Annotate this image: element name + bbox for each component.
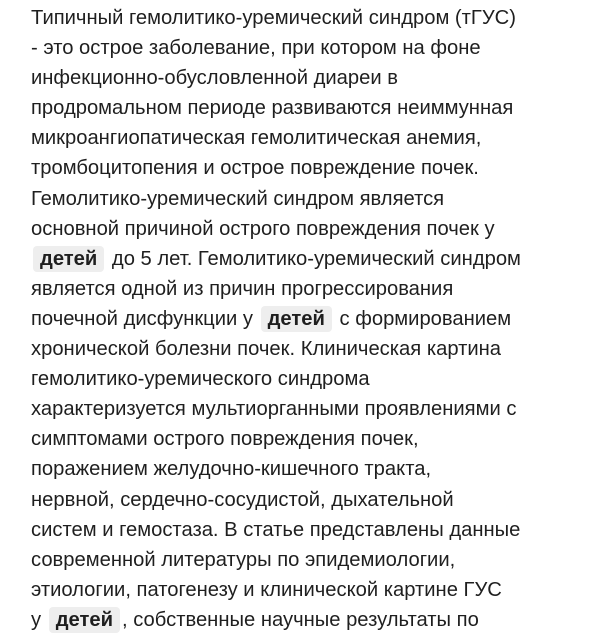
highlighted-term[interactable]: детей — [49, 607, 120, 633]
text-line — [31, 153, 596, 183]
line-text: является одной из причин прогрессирования — [31, 277, 454, 300]
text-line — [31, 304, 596, 334]
line-text: микроангиопатическая гемолитическая анемия, — [31, 127, 482, 150]
text-line — [31, 485, 596, 515]
text-line — [31, 123, 596, 153]
highlighted-term[interactable]: детей — [33, 246, 104, 272]
line-text: инфекционно-обусловленной диареи в — [31, 67, 398, 90]
text-line — [31, 454, 596, 484]
text-line — [31, 63, 596, 93]
line-text: - это острое заболевание, при котором на фоне — [31, 37, 481, 60]
text-line — [31, 605, 596, 635]
text-line — [31, 424, 596, 454]
line-text: систем и гемостаза. В статье представлены данные — [31, 518, 521, 541]
text-line — [31, 184, 596, 214]
line-text: у — [31, 608, 42, 631]
line-text: гемолитико-уремического синдрома — [31, 368, 370, 391]
line-text: основной причиной острого повреждения почек у — [31, 217, 495, 240]
text-line — [31, 214, 596, 244]
text-line — [31, 545, 596, 575]
text-line — [31, 274, 596, 304]
text-line — [31, 575, 596, 605]
text-line — [31, 33, 596, 63]
text-line — [31, 244, 596, 274]
text-line — [31, 394, 596, 424]
line-text: этиологии, патогенезу и клинической картине ГУС — [31, 578, 502, 601]
line-text: нервной, сердечно-сосудистой, дыхательной — [31, 488, 454, 511]
text-line — [31, 334, 596, 364]
line-text: продромальном периоде развиваются неиммунная — [31, 97, 514, 120]
highlighted-term[interactable]: детей — [261, 306, 332, 332]
text-line — [31, 515, 596, 545]
line-text: хронической болезни почек. Клиническая картина — [31, 338, 501, 361]
text-line — [31, 93, 596, 123]
line-text: тромбоцитопения и острое повреждение почек. — [31, 157, 479, 180]
line-text: симптомами острого повреждения почек, — [31, 428, 419, 451]
text-line — [31, 364, 596, 394]
line-text: с формированием — [339, 307, 512, 330]
line-text: современной литературы по эпидемиологии, — [31, 548, 456, 571]
line-text: Гемолитико-уремический синдром является — [31, 187, 445, 210]
article-text — [31, 0, 596, 635]
line-text: характеризуется мультиорганными проявлениями с — [31, 398, 517, 421]
text-line — [31, 3, 596, 33]
line-text: до 5 лет. Гемолитико-уремический синдром — [111, 247, 521, 270]
line-text: почечной дисфункции у — [31, 307, 253, 330]
line-text: поражением желудочно-кишечного тракта, — [31, 458, 432, 481]
line-text: , собственные научные результаты по — [122, 608, 479, 631]
line-text: Типичный гемолитико-уремический синдром (тГУС) — [31, 7, 516, 29]
